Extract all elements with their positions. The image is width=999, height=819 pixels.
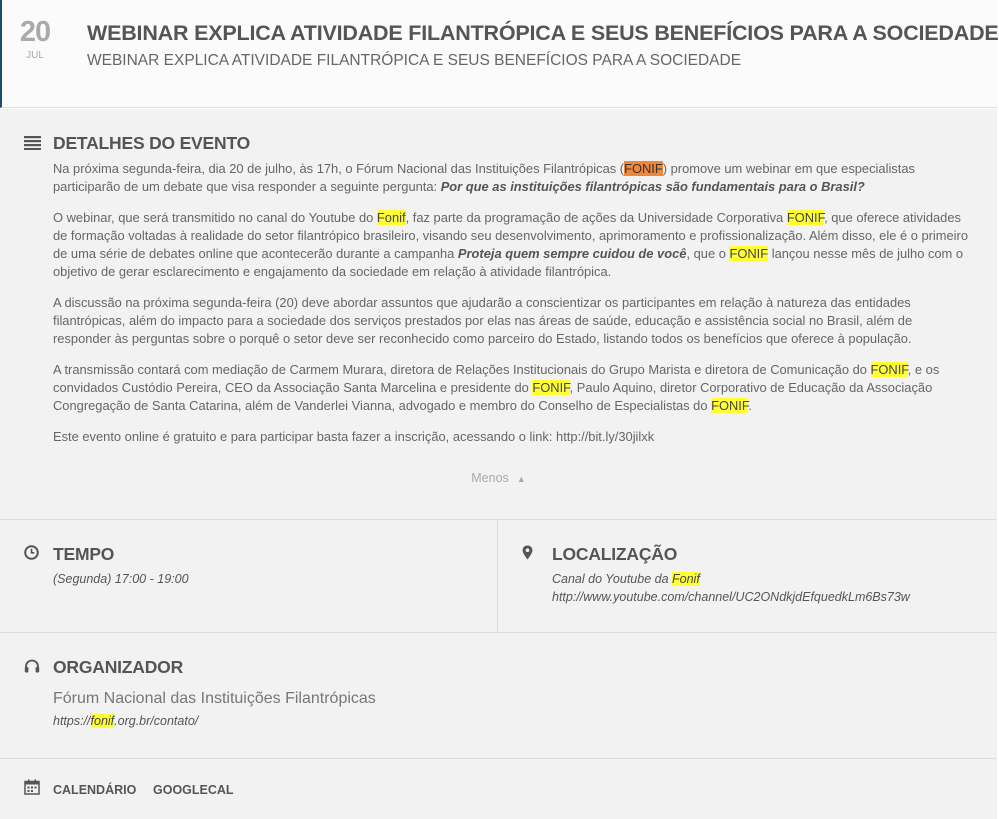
text-segment: , e os convidados Custódio Pereira, CEO da Associação Santa Marcelina e presidente do <box>53 362 940 395</box>
text-segment: , faz parte da programação de ações da Universidade Corporativa <box>405 210 787 225</box>
text-segment: Na próxima segunda-feira, dia 20 de julho, às 17h, o Fórum Nacional das Instituições Filantrópicas ( <box>53 161 625 176</box>
column-divider <box>497 520 498 633</box>
event-date <box>13 16 57 62</box>
show-less-toggle[interactable] <box>0 471 997 485</box>
text-segment: O webinar, que será transmitido no canal do Youtube do <box>53 210 377 225</box>
organizer-name: Fórum Nacional das Instituições Filantrópicas <box>53 690 376 707</box>
text-segment: .org.br/contato/ <box>114 714 199 728</box>
list-icon <box>24 136 41 150</box>
show-less-label: Menos <box>471 471 509 485</box>
search-highlight: Fonif <box>376 210 406 225</box>
details-heading: DETALHES DO EVENTO <box>53 133 251 153</box>
text-segment: https:// <box>53 714 91 728</box>
organizer-section <box>0 633 997 759</box>
search-highlight: fonif <box>90 714 115 728</box>
time-location-section <box>0 520 997 633</box>
event-month: JUL <box>26 50 44 61</box>
event-description <box>53 160 973 459</box>
calendar-icon <box>24 779 40 795</box>
calendar-section <box>0 759 997 819</box>
time-heading: TEMPO <box>53 544 115 564</box>
event-details-section <box>0 109 997 520</box>
calendar-export-link[interactable]: CALENDÁRIO <box>53 783 137 797</box>
organizer-url[interactable] <box>53 714 198 728</box>
location-heading: LOCALIZAÇÃO <box>552 544 678 564</box>
campaign-name: Proteja quem sempre cuidou de você <box>457 246 687 261</box>
location-url[interactable]: http://www.youtube.com/channel/UC2ONdkjdEfquedkLm6Bs73w <box>552 590 910 604</box>
event-day: 20 <box>19 16 51 48</box>
event-time: (Segunda) 17:00 - 19:00 <box>53 572 189 586</box>
event-header <box>0 0 997 108</box>
text-segment: , que oferece atividades de formação voltadas à realidade do setor filantrópico brasileiro, visando seu desenvolvimento, aprimoramento e profissionalização. Além disso, ele é o primeiro de uma série de debates online que acontecerão durante a campanha <box>53 210 969 261</box>
text-segment: . <box>748 398 752 413</box>
text-segment: ) promove um webinar em que especialistas participarão de um debate que visa responder a seguinte pergunta: <box>53 161 915 194</box>
description-paragraph: A discussão na próxima segunda-feira (20) deve abordar assuntos que ajudarão a conscientizar os participantes em relação à natureza das entidades filantrópicas, além do impacto para a sociedade dos serviços prestados por elas nas áreas de saúde, educação e assistência social no Brasil, além de responder às perguntas sobre o porquê o setor deve ser reconhecido como parceiro do Estado, listando todos os benefícios que oferece à população. <box>53 295 913 346</box>
googlecal-export-link[interactable]: GOOGLECAL <box>153 783 234 797</box>
text-segment: , Paulo Aquino, diretor Corporativo de Educação da Associação Congregação de Santa Catarina, além de Vanderlei Vianna, advogado e membro do Conselho de Especialistas do <box>53 380 933 413</box>
event-question: Por que as instituições filantrópicas são fundamentais para o Brasil? <box>440 179 865 194</box>
text-segment: Canal do Youtube da <box>552 572 673 586</box>
description-paragraph: Este evento online é gratuito e para participar basta fazer a inscrição, acessando o link: http://bit.ly/30jilxk <box>53 429 655 444</box>
text-segment: lançou nesse mês de julho com o objetivo de gerar esclarecimento e engajamento da sociedade em relação à atividade filantrópica. <box>53 246 964 279</box>
headphones-icon <box>24 659 40 673</box>
description-paragraph <box>53 361 973 415</box>
search-highlight: FONIF <box>786 210 825 225</box>
search-highlight: FONIF <box>624 161 663 176</box>
clock-icon <box>24 545 39 560</box>
location-name <box>552 572 700 586</box>
caret-up-icon: ▲ <box>516 474 526 484</box>
event-subtitle: WEBINAR EXPLICA ATIVIDADE FILANTRÓPICA E SEUS BENEFÍCIOS PARA A SOCIEDADE <box>87 52 742 69</box>
text-segment: , que o <box>686 246 730 261</box>
search-highlight: FONIF <box>729 246 769 261</box>
text-segment: A transmissão contará com mediação de Carmem Murara, diretora de Relações Institucionais do Grupo Marista e diretora de Comunicação do <box>53 362 871 377</box>
search-highlight: FONIF <box>870 362 908 377</box>
description-paragraph <box>53 209 973 281</box>
search-highlight: FONIF <box>532 380 570 395</box>
search-highlight: FONIF <box>711 398 749 413</box>
search-highlight: Fonif <box>672 572 700 586</box>
event-title: WEBINAR EXPLICA ATIVIDADE FILANTRÓPICA E SEUS BENEFÍCIOS PARA A SOCIEDADE <box>87 21 999 45</box>
description-paragraph <box>53 160 973 196</box>
map-pin-icon <box>522 545 533 560</box>
organizer-heading: ORGANIZADOR <box>53 657 184 677</box>
